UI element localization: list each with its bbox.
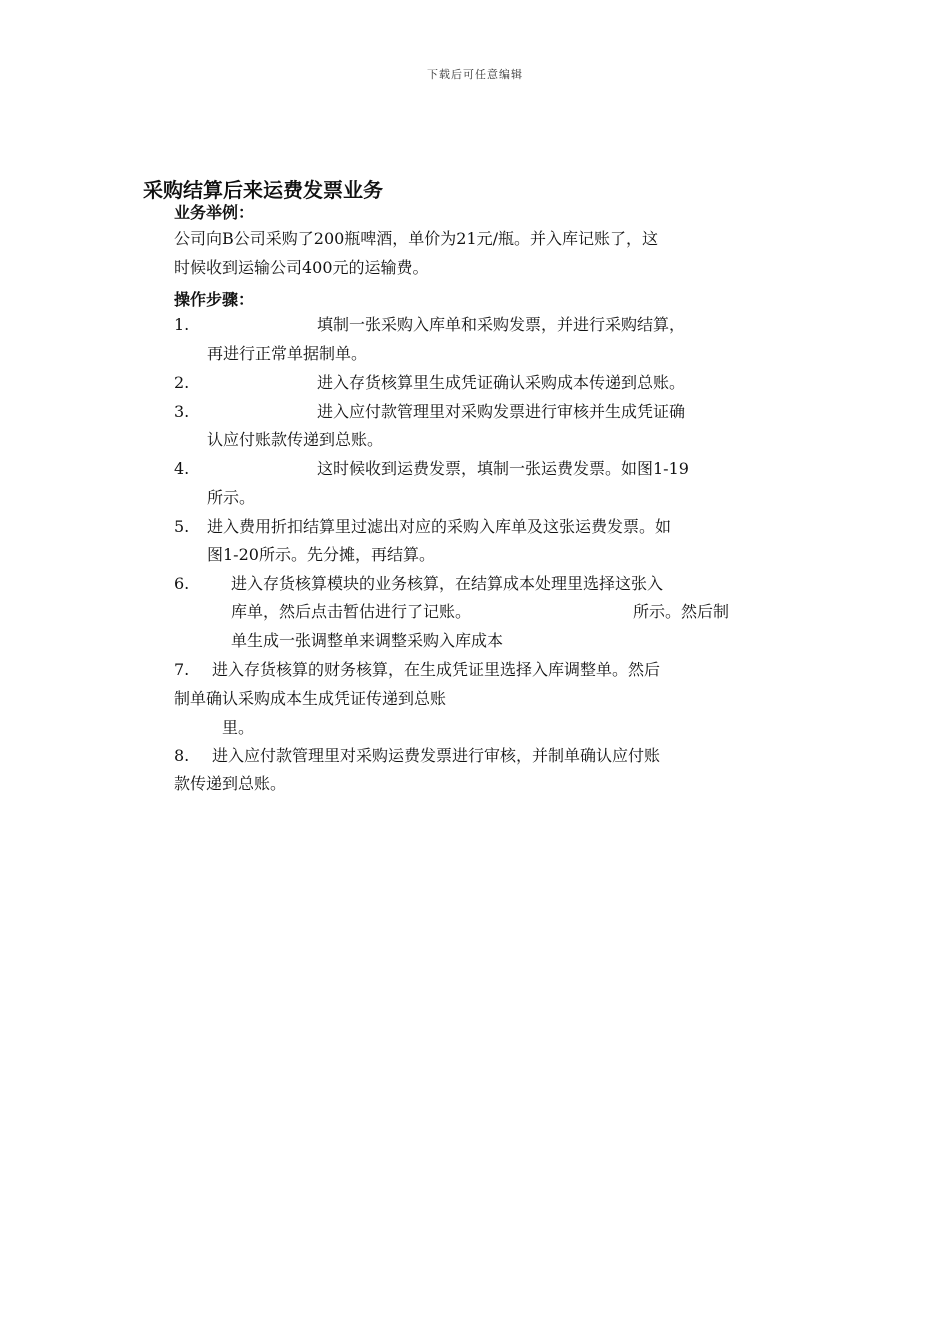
step-5-line-1: 进入费用折扣结算里过滤出对应的采购入库单及这张运费发票。如 bbox=[207, 517, 672, 536]
step-3-line-1: 进入应付款管理里对采购发票进行审核并生成凭证确 bbox=[317, 402, 686, 421]
step-number-8: 8. bbox=[174, 746, 190, 765]
step-number-2: 2. bbox=[174, 373, 190, 392]
steps-heading: 操作步骤： bbox=[174, 290, 255, 309]
step-6-line-2: 库单，然后点击暂估进行了记账。 bbox=[231, 602, 472, 621]
step-1-line-2: 再进行正常单据制单。 bbox=[207, 344, 368, 363]
header-note: 下载后可任意编辑 bbox=[427, 68, 523, 81]
step-1-line-1: 填制一张采购入库单和采购发票，并进行采购结算， bbox=[317, 315, 686, 334]
example-heading: 业务举例： bbox=[174, 203, 255, 222]
step-6-line-1: 进入存货核算模块的业务核算，在结算成本处理里选择这张入 bbox=[231, 574, 664, 593]
example-line-1: 公司向B公司采购了200瓶啤酒，单价为21元/瓶。并入库记账了，这 bbox=[174, 229, 659, 248]
step-3-line-2: 认应付账款传递到总账。 bbox=[207, 430, 384, 449]
step-number-6: 6. bbox=[174, 574, 190, 593]
example-line-2: 时候收到运输公司400元的运输费。 bbox=[174, 258, 429, 277]
step-8-line-1: 进入应付款管理里对采购运费发票进行审核，并制单确认应付账 bbox=[212, 746, 661, 765]
step-6-line-2-tail: 所示。然后制 bbox=[633, 602, 730, 621]
step-4-line-2: 所示。 bbox=[207, 488, 256, 507]
step-number-7: 7. bbox=[174, 660, 190, 679]
step-8-line-2: 款传递到总账。 bbox=[174, 774, 287, 793]
step-number-3: 3. bbox=[174, 402, 190, 421]
step-4-line-1: 这时候收到运费发票，填制一张运费发票。如图1-19 bbox=[317, 459, 689, 478]
step-number-1: 1. bbox=[174, 315, 190, 334]
step-5-line-2: 图1-20所示。先分摊，再结算。 bbox=[207, 545, 435, 564]
step-number-4: 4. bbox=[174, 459, 190, 478]
step-6-line-3: 单生成一张调整单来调整采购入库成本 bbox=[231, 631, 504, 650]
step-number-5: 5. bbox=[174, 517, 190, 536]
step-7-line-3: 里。 bbox=[222, 718, 255, 737]
step-2-line-1: 进入存货核算里生成凭证确认采购成本传递到总账。 bbox=[317, 373, 686, 392]
step-7-line-2: 制单确认采购成本生成凭证传递到总账 bbox=[174, 689, 447, 708]
page-title: 采购结算后来运费发票业务 bbox=[143, 178, 383, 202]
step-7-line-1: 进入存货核算的财务核算，在生成凭证里选择入库调整单。然后 bbox=[212, 660, 661, 679]
